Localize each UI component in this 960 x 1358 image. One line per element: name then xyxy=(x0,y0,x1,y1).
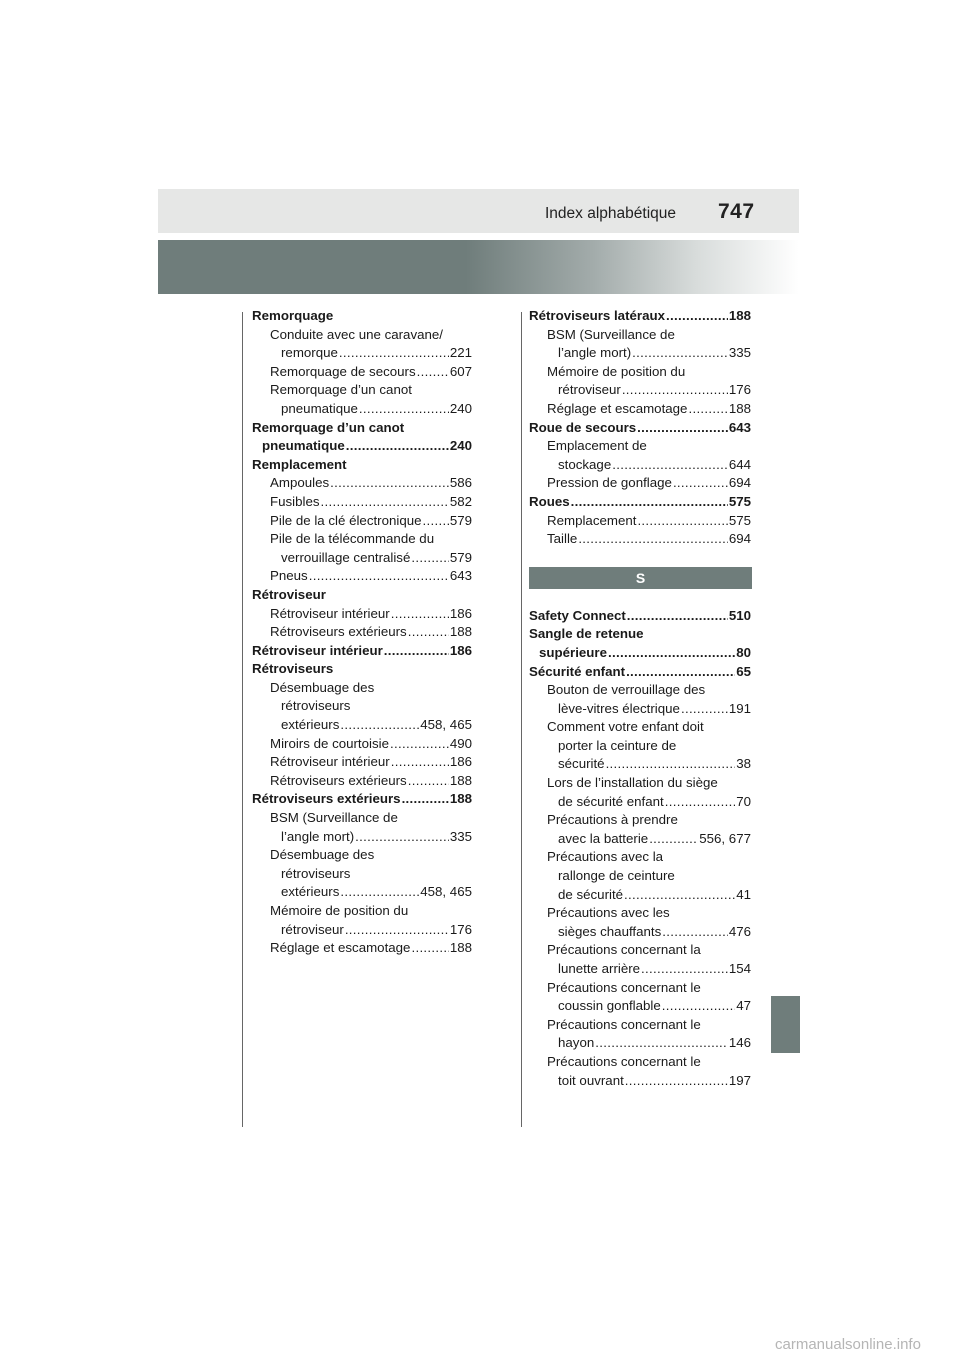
entry-page-ref: 643 xyxy=(728,419,751,435)
entry-text: rallonge de ceinture xyxy=(558,868,675,884)
entry-text: Précautions concernant la xyxy=(547,942,701,958)
entry-text: Bouton de verrouillage des xyxy=(547,682,706,698)
entry-text: Rétroviseur intérieur xyxy=(252,642,383,658)
entry-text: extérieurs xyxy=(281,717,340,733)
dot-leader xyxy=(681,700,728,719)
entry-text: sièges chauffants xyxy=(558,923,662,939)
index-group-r xyxy=(529,307,751,549)
index-entry xyxy=(529,437,751,474)
index-entry xyxy=(252,623,472,642)
dot-leader xyxy=(402,790,449,809)
entry-text: Rétroviseur intérieur xyxy=(270,754,390,770)
index-entry-continuation xyxy=(529,700,751,719)
entry-text: rétroviseur xyxy=(558,382,621,398)
index-entry xyxy=(529,512,751,531)
entry-page-ref: 458, 465 xyxy=(420,884,472,900)
index-entry-continuation xyxy=(529,644,751,663)
entry-text: Précautions concernant le xyxy=(547,1053,701,1069)
entry-page-ref: 47 xyxy=(736,998,751,1014)
dot-leader xyxy=(637,512,727,531)
index-entry-continuation xyxy=(529,830,751,849)
index-entry-term xyxy=(529,718,751,737)
index-entry-continuation xyxy=(529,997,751,1016)
index-entry xyxy=(529,1053,751,1090)
index-entry xyxy=(252,326,472,363)
entry-page-ref: 575 xyxy=(728,493,751,509)
index-entry-continuation xyxy=(529,456,751,475)
index-entry xyxy=(252,902,472,939)
index-entry-term xyxy=(529,1016,751,1035)
entry-text: Rétroviseurs extérieurs xyxy=(270,624,407,640)
entry-text: Ampoules xyxy=(270,475,330,491)
index-entry-continuation xyxy=(252,921,472,940)
entry-page-ref: 38 xyxy=(736,756,751,772)
index-entry xyxy=(252,846,472,902)
entry-page-ref: 186 xyxy=(449,642,472,658)
index-entry xyxy=(252,307,472,326)
index-entry xyxy=(252,772,472,791)
column-divider-left xyxy=(242,312,243,1127)
entry-text: Réglage et escamotage xyxy=(547,400,688,416)
index-entry-continuation xyxy=(529,960,751,979)
entry-page-ref: 490 xyxy=(449,735,472,751)
entry-text: Désembuage des xyxy=(270,847,375,863)
entry-text: de sécurité xyxy=(558,886,624,902)
index-entry xyxy=(529,904,751,941)
section-letter-bar: S xyxy=(529,567,752,589)
index-entry-term xyxy=(529,904,751,923)
index-entry-term xyxy=(252,735,472,754)
entry-page-ref: 335 xyxy=(728,345,751,361)
index-entry-term xyxy=(252,530,472,549)
entry-text: Remorquage xyxy=(252,308,334,323)
index-entry-term xyxy=(529,811,751,830)
entry-text: Mémoire de position du xyxy=(547,363,686,379)
entry-page-ref: 176 xyxy=(728,382,751,398)
entry-text: Rétroviseurs extérieurs xyxy=(252,791,401,807)
entry-text: Fusibles xyxy=(270,493,320,509)
index-entry-term xyxy=(252,419,472,438)
index-entry xyxy=(252,493,472,512)
index-entry-term xyxy=(252,326,472,345)
index-entry-term xyxy=(252,642,472,661)
dot-leader xyxy=(624,886,735,905)
dot-leader xyxy=(627,607,728,626)
entry-text: pneumatique xyxy=(262,438,345,454)
index-entry-term xyxy=(529,625,751,644)
entry-page-ref: 556, 677 xyxy=(699,830,751,846)
header-bar xyxy=(158,189,799,233)
dot-leader xyxy=(606,755,736,774)
index-entry xyxy=(252,642,472,661)
entry-page-ref: 154 xyxy=(728,961,751,976)
entry-text: Pression de gonflage xyxy=(547,475,672,491)
dot-leader xyxy=(665,793,735,812)
entry-text: hayon xyxy=(558,1035,595,1051)
index-entry-term xyxy=(252,846,472,865)
entry-text: porter la ceinture de xyxy=(558,737,677,753)
index-entry-term xyxy=(252,939,472,958)
entry-page-ref: 70 xyxy=(736,793,751,809)
index-entry-term xyxy=(529,848,751,867)
index-entry-term xyxy=(252,363,472,382)
index-entry-continuation xyxy=(252,697,472,716)
index-entry xyxy=(529,848,751,904)
dot-leader xyxy=(666,307,728,326)
dot-leader xyxy=(391,753,449,772)
entry-page-ref: 188 xyxy=(728,400,751,416)
index-entry-continuation xyxy=(529,1034,751,1053)
entry-page-ref: 188 xyxy=(728,308,751,323)
entry-text: Sécurité enfant xyxy=(529,663,626,679)
entry-page-ref: 80 xyxy=(736,644,751,660)
entry-text: BSM (Surveillance de xyxy=(270,810,398,826)
index-entry xyxy=(252,363,472,382)
index-entry-continuation xyxy=(529,1072,751,1091)
index-entry-continuation xyxy=(529,923,751,942)
entry-text: Remplacement xyxy=(547,512,637,528)
dot-leader xyxy=(340,716,419,735)
index-entry-term xyxy=(529,512,751,531)
entry-page-ref: 176 xyxy=(449,921,472,937)
entry-page-ref: 644 xyxy=(728,456,751,472)
dot-leader xyxy=(391,605,449,624)
index-entry-term xyxy=(252,493,472,512)
index-entry-continuation xyxy=(252,437,472,456)
entry-text: avec la batterie xyxy=(558,830,649,846)
dot-leader xyxy=(662,997,735,1016)
watermark: carmanualsonline.info xyxy=(775,1336,921,1353)
entry-text: remorque xyxy=(281,345,338,361)
entry-text: supérieure xyxy=(539,644,607,660)
index-entry xyxy=(252,381,472,418)
index-entry xyxy=(529,1016,751,1053)
dot-leader xyxy=(423,512,449,531)
index-entry-term xyxy=(252,456,472,475)
dot-leader xyxy=(340,883,419,902)
index-entry-term xyxy=(529,437,751,456)
entry-page-ref: 694 xyxy=(728,531,751,547)
dot-leader xyxy=(411,939,448,958)
entry-text: l’angle mort) xyxy=(281,828,355,844)
index-entry-continuation xyxy=(529,381,751,400)
entry-page-ref: 643 xyxy=(449,568,472,584)
dot-leader xyxy=(346,437,449,456)
dot-leader xyxy=(384,642,449,661)
index-entry xyxy=(529,941,751,978)
entry-text: Pneus xyxy=(270,568,308,584)
entry-page-ref: 335 xyxy=(449,828,472,844)
entry-text: Roue de secours xyxy=(529,419,637,435)
dot-leader xyxy=(688,400,727,419)
entry-text: pneumatique xyxy=(281,400,358,416)
entry-text: Pile de la clé électronique xyxy=(270,512,422,528)
index-entry xyxy=(252,660,472,679)
entry-page-ref: 221 xyxy=(449,345,472,361)
dot-leader xyxy=(355,828,449,847)
dot-leader xyxy=(571,493,728,512)
index-entry-term xyxy=(252,605,472,624)
entry-text: Conduite avec une caravane/ xyxy=(270,326,443,342)
entry-text: Précautions concernant le xyxy=(547,979,701,995)
dot-leader xyxy=(637,419,728,438)
index-entry-term xyxy=(529,363,751,382)
index-entry-term xyxy=(529,307,751,326)
dot-leader xyxy=(595,1034,728,1053)
index-entry-term xyxy=(252,567,472,586)
dot-leader xyxy=(626,663,735,682)
entry-text: Précautions à prendre xyxy=(547,812,678,828)
entry-text: Remorquage de secours xyxy=(270,363,416,379)
index-entry xyxy=(529,681,751,718)
page-number: 747 xyxy=(718,200,755,223)
dot-leader xyxy=(417,363,449,382)
index-entry xyxy=(529,307,751,326)
entry-text: Comment votre enfant doit xyxy=(547,719,704,735)
entry-text: Mémoire de position du xyxy=(270,903,409,918)
index-entry xyxy=(252,567,472,586)
index-entry xyxy=(529,474,751,493)
section-title: Index alphabétique xyxy=(545,205,677,222)
entry-text: lunette arrière xyxy=(558,961,641,976)
index-entry-term xyxy=(529,979,751,998)
index-entry xyxy=(529,530,751,549)
entry-page-ref: 197 xyxy=(728,1072,751,1088)
index-entry-term xyxy=(529,326,751,345)
index-entry-continuation xyxy=(529,886,751,905)
entry-text: sécurité xyxy=(558,756,605,772)
index-entry-continuation xyxy=(252,883,472,902)
index-entry-term xyxy=(252,512,472,531)
entry-text: Précautions avec la xyxy=(547,849,664,865)
index-entry xyxy=(529,625,751,662)
index-entry-term xyxy=(529,530,751,549)
dot-leader xyxy=(612,456,728,475)
entry-text: BSM (Surveillance de xyxy=(547,326,675,342)
entry-text: coussin gonflable xyxy=(558,998,661,1014)
index-entry-term xyxy=(529,419,751,438)
entry-page-ref: 582 xyxy=(449,493,472,509)
index-entry xyxy=(529,363,751,400)
index-entry xyxy=(252,735,472,754)
index-entry-term xyxy=(529,774,751,793)
index-entry xyxy=(529,774,751,811)
dot-leader xyxy=(622,381,728,400)
index-entry-term xyxy=(529,941,751,960)
entry-text: stockage xyxy=(558,456,612,472)
index-entry-term xyxy=(529,493,751,512)
entry-text: rétroviseurs xyxy=(281,698,351,714)
entry-page-ref: 575 xyxy=(728,512,751,528)
index-entry-continuation xyxy=(529,793,751,812)
index-entry xyxy=(529,326,751,363)
entry-text: Remplacement xyxy=(252,456,347,472)
index-entry-continuation xyxy=(252,865,472,884)
entry-text: Miroirs de courtoisie xyxy=(270,735,389,751)
index-entry xyxy=(252,753,472,772)
dot-leader xyxy=(330,474,449,493)
entry-text: l’angle mort) xyxy=(558,345,632,361)
entry-page-ref: 146 xyxy=(728,1035,751,1051)
index-group-s xyxy=(529,607,751,1090)
index-entry xyxy=(252,939,472,958)
index-entry xyxy=(529,811,751,848)
dot-leader xyxy=(673,474,728,493)
dot-leader xyxy=(632,344,728,363)
index-entry xyxy=(252,456,472,475)
index-entry xyxy=(529,979,751,1016)
entry-text: Lors de l’installation du siège xyxy=(547,775,718,791)
chapter-thumb-tab xyxy=(771,996,800,1053)
dot-leader xyxy=(608,644,735,663)
entry-page-ref: 188 xyxy=(449,624,472,640)
entry-page-ref: 586 xyxy=(449,475,472,491)
entry-page-ref: 694 xyxy=(728,475,751,491)
index-entry-continuation xyxy=(529,344,751,363)
dot-leader xyxy=(408,772,449,791)
index-entry xyxy=(252,790,472,809)
index-entry-term xyxy=(529,400,751,419)
entry-page-ref: 188 xyxy=(449,940,472,956)
index-entry xyxy=(252,530,472,567)
entry-text: Rétroviseurs xyxy=(252,661,334,677)
entry-text: Taille xyxy=(547,531,578,547)
index-entry xyxy=(252,809,472,846)
dot-leader xyxy=(662,923,728,942)
index-entry-term xyxy=(252,679,472,698)
entry-text: extérieurs xyxy=(281,884,340,900)
entry-text: Rétroviseurs extérieurs xyxy=(270,772,407,788)
entry-text: Désembuage des xyxy=(270,679,375,695)
dot-leader xyxy=(411,549,448,568)
entry-page-ref: 240 xyxy=(449,400,472,416)
entry-page-ref: 579 xyxy=(449,512,472,528)
index-column-right xyxy=(529,307,751,1090)
index-entry-term xyxy=(252,790,472,809)
index-entry-term xyxy=(529,474,751,493)
index-entry xyxy=(252,605,472,624)
entry-text: Précautions avec les xyxy=(547,905,670,921)
index-entry-continuation xyxy=(252,828,472,847)
index-entry xyxy=(252,586,472,605)
index-entry-term xyxy=(529,663,751,682)
dot-leader xyxy=(345,921,449,940)
entry-page-ref: 186 xyxy=(449,605,472,621)
header-banner xyxy=(158,240,799,294)
index-entry-term xyxy=(252,586,472,605)
index-entry xyxy=(529,607,751,626)
dot-leader xyxy=(390,735,449,754)
entry-page-ref: 240 xyxy=(449,438,472,454)
entry-text: Rétroviseur intérieur xyxy=(270,605,390,621)
entry-text: rétroviseur xyxy=(281,921,344,937)
entry-page-ref: 188 xyxy=(449,791,472,807)
entry-page-ref: 188 xyxy=(449,772,472,788)
entry-text: Safety Connect xyxy=(529,607,626,623)
entry-text: Pile de la télécommande du xyxy=(270,531,435,547)
entry-page-ref: 579 xyxy=(449,549,472,565)
index-entry xyxy=(252,419,472,456)
index-entry-continuation xyxy=(252,400,472,419)
dot-leader xyxy=(578,530,728,549)
column-divider-right xyxy=(521,312,522,1127)
entry-text: Précautions concernant le xyxy=(547,1016,701,1032)
index-entry-continuation xyxy=(252,549,472,568)
index-entry-term xyxy=(252,623,472,642)
dot-leader xyxy=(625,1072,728,1091)
index-entry-continuation xyxy=(252,716,472,735)
dot-leader xyxy=(321,493,449,512)
index-entry-term xyxy=(252,381,472,400)
entry-text: Réglage et escamotage xyxy=(270,940,411,956)
index-column-left xyxy=(252,307,472,958)
entry-page-ref: 607 xyxy=(449,363,472,379)
index-entry-term xyxy=(529,1053,751,1072)
entry-page-ref: 191 xyxy=(728,700,751,716)
index-entry xyxy=(252,474,472,493)
index-entry xyxy=(252,679,472,735)
index-entry-term xyxy=(252,902,472,921)
index-entry-term xyxy=(252,772,472,791)
entry-text: toit ouvrant xyxy=(558,1072,624,1088)
entry-text: Rétroviseur xyxy=(252,586,326,602)
entry-text: Rétroviseurs latéraux xyxy=(529,308,665,323)
index-entry-term xyxy=(252,753,472,772)
entry-text: Roues xyxy=(529,493,570,509)
dot-leader xyxy=(641,960,728,979)
index-entry-continuation xyxy=(529,737,751,756)
dot-leader xyxy=(408,623,449,642)
entry-text: Emplacement de xyxy=(547,438,647,454)
entry-page-ref: 476 xyxy=(728,923,751,939)
entry-text: Remorquage d’un canot xyxy=(270,382,412,398)
index-entry-term xyxy=(252,660,472,679)
index-entry-continuation xyxy=(252,344,472,363)
index-entry-term xyxy=(252,307,472,326)
dot-leader xyxy=(649,830,698,849)
index-entry-term xyxy=(252,809,472,828)
entry-page-ref: 41 xyxy=(736,886,751,902)
entry-page-ref: 510 xyxy=(728,607,751,623)
index-entry-term xyxy=(529,607,751,626)
entry-text: verrouillage centralisé xyxy=(281,549,411,565)
entry-page-ref: 186 xyxy=(449,754,472,770)
index-entry xyxy=(529,419,751,438)
entry-text: rétroviseurs xyxy=(281,865,351,881)
index-entry xyxy=(529,400,751,419)
index-entry-term xyxy=(252,474,472,493)
dot-leader xyxy=(359,400,449,419)
index-entry xyxy=(252,512,472,531)
entry-page-ref: 458, 465 xyxy=(420,717,472,733)
entry-text: Sangle de retenue xyxy=(529,626,644,642)
entry-text: Remorquage d’un canot xyxy=(252,419,405,435)
index-entry-continuation xyxy=(529,867,751,886)
dot-leader xyxy=(309,567,449,586)
index-entry xyxy=(529,493,751,512)
index-entry-term xyxy=(529,681,751,700)
index-entry xyxy=(529,718,751,774)
entry-text: lève-vitres électrique xyxy=(558,700,680,716)
dot-leader xyxy=(339,344,449,363)
index-entry-continuation xyxy=(529,755,751,774)
entry-page-ref: 65 xyxy=(736,663,751,679)
index-entry xyxy=(529,663,751,682)
entry-text: de sécurité enfant xyxy=(558,793,664,809)
